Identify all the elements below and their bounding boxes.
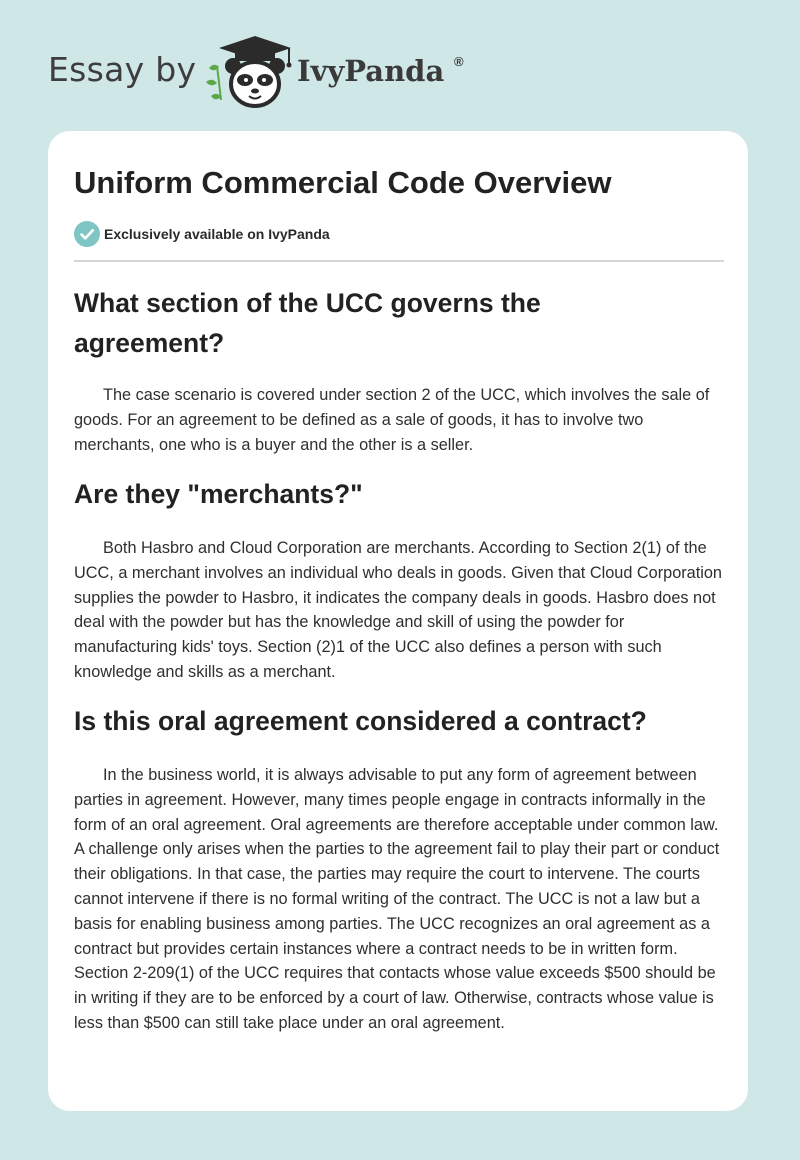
section-paragraph: In the business world, it is always advisable to put any form of agreement between parties in agreement. However, many times people engage in contracts informally in the form of an oral agreement. Oral agreements are therefore acceptable under common law. A challenge only arises when the parties to the agreement fail to play their part or conduct their obligations. In that case, the parties may require the court to intervene. The courts cannot intervene if there is no formal writing of the contract. The UCC is not a law but a basis for enabling business among parties. The UCC recognizes an oral agreement as a contract but provides certain instances where a contract needs to be in written form. Section 2-209(1) of the UCC requires that contacts whose value exceeds $500 should be in writing if they are to be enforced by a court of law. Otherwise, contracts whose value is less than $500 can still take place under an oral agreement.	[74, 766, 720, 1032]
registered-mark: ®	[454, 54, 464, 69]
section-paragraph: The case scenario is covered under section 2 of the UCC, which involves the sale of goods. For an agreement to be defined as a sale of goods, it has to involve two merchants, one who is a buyer and the other is a seller.	[74, 386, 710, 454]
site-header	[48, 32, 768, 112]
article-card	[48, 131, 748, 1111]
essay-by-label: Essay by	[48, 50, 197, 89]
exclusive-badge-label: Exclusively available on IvyPanda	[104, 226, 330, 242]
brand-name[interactable]: IvyPanda	[297, 54, 445, 88]
page-title: Uniform Commercial Code Overview	[74, 165, 612, 200]
section-paragraph: Both Hasbro and Cloud Corporation are merchants. According to Section 2(1) of the UCC, a merchant involves an individual who deals in goods. Given that Cloud Corporation supplies the powder to Hasbro, it indicates the company deals in goods. Hasbro does not deal with the powder but has the knowledge and skill of using the powder for manufacturing kids' toys. Section (2)1 of the UCC also defines a person with such knowledge and skills as a merchant.	[74, 539, 722, 681]
section-heading: What section of the UCC governs the agreement?	[74, 288, 541, 358]
title-divider	[74, 260, 724, 262]
section-heading: Are they "merchants?"	[74, 479, 363, 509]
panda-logo-icon[interactable]	[203, 34, 299, 110]
section-heading: Is this oral agreement considered a contract?	[74, 706, 647, 736]
check-circle-icon	[74, 221, 100, 247]
